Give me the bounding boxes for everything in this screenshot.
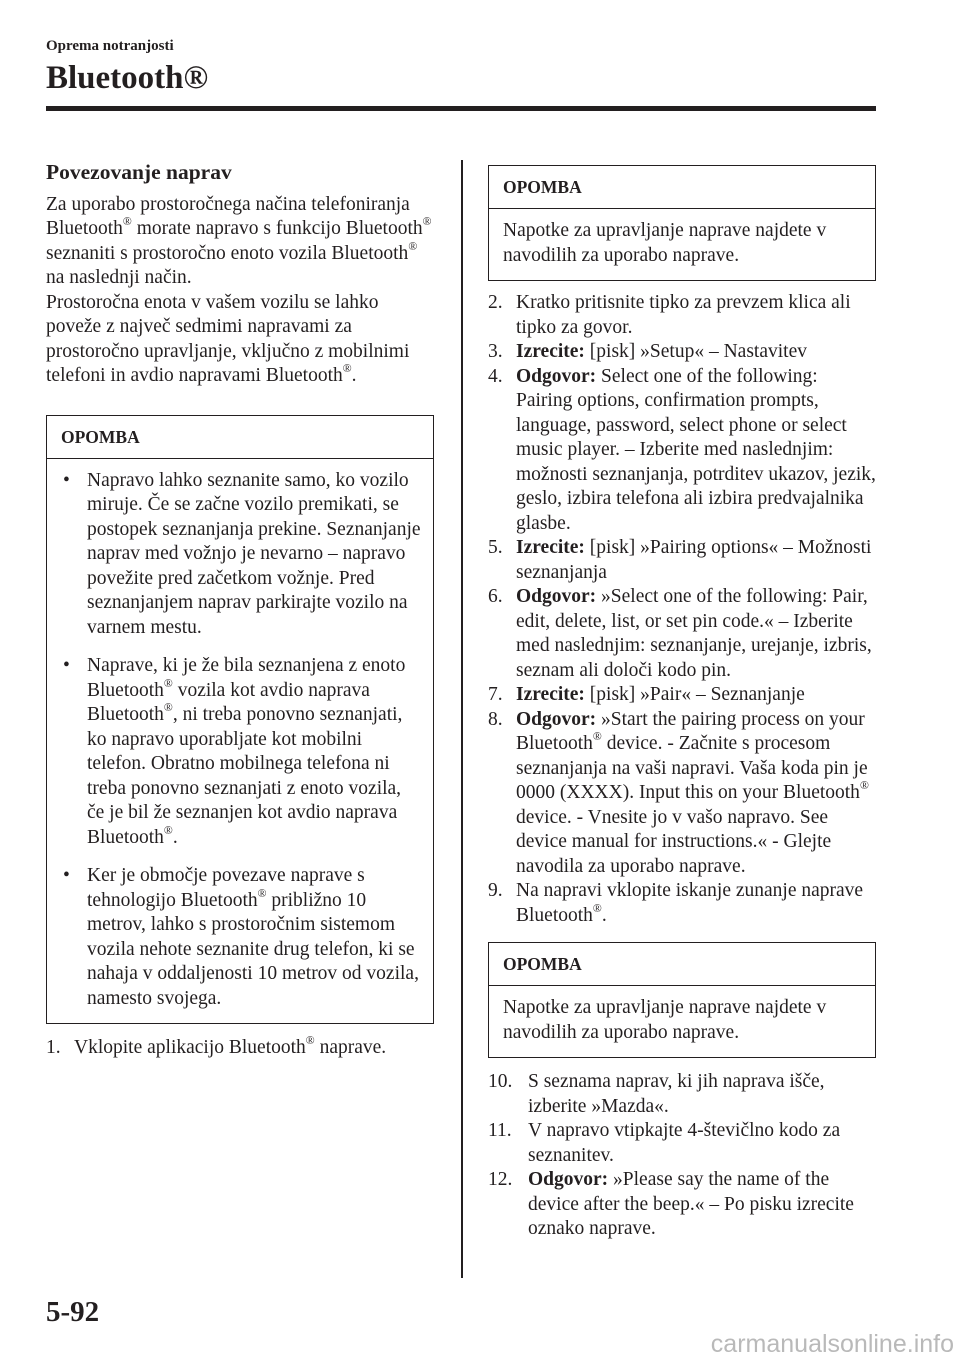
step-2: 2. Kratko pritisnite tipko za prevzem klica ali tipko za govor. [488, 292, 851, 338]
page-number: 5-92 [46, 1296, 100, 1328]
bullet-icon: • [63, 469, 70, 491]
note-bullet-2: • Naprave, ki je že bila seznanjena z enoto Bluetooth® vozila kot avdio naprava Bluetooth®, ni treba ponovno seznanjati, ko napravo uporabljate kot mobilni telefon. Obratno mobilnega telefona ni treba ponovno seznanjati z enoto vozila, če je bil že seznanjen kot avdio naprava Bluetooth®. [63, 655, 406, 848]
page-title: Bluetooth® [46, 60, 209, 96]
note-body [47, 459, 433, 1024]
note-label: OPOMBA [47, 416, 433, 459]
header-rule [46, 106, 876, 111]
note-body: Napotke za upravljanje naprave najdete v navodilih za uporabo naprave. [503, 220, 827, 266]
step-5: 5. Izrecite: [pisk] »Pairing options« – Možnosti seznanjanja [488, 537, 872, 583]
intro-paragraph-1: Za uporabo prostoročnega načina telefoniranja Bluetooth® morate napravo s funkcijo Bluetooth® seznaniti s prostoročno enoto vozila Bluetooth® na naslednji način. [46, 193, 432, 288]
watermark: carmanualsonline.info [710, 1330, 954, 1358]
note-box-right-1 [488, 165, 876, 281]
step-6: 6. Odgovor: »Select one of the following: Pair, edit, delete, list, or set pin code.« – Izberite med naslednjim: seznanjanje, urejanje, izbris, seznam ali določi kodo pin. [488, 586, 872, 681]
note-bullet-3: • Ker je območje povezave naprave s tehnologijo Bluetooth® približno 10 metrov, lahko s prostoročnim sistemom vozila nehote seznanite drug telefon, ki se nahaja v oddaljenosti 10 metrov od vozila, namesto svojega. [63, 865, 419, 1009]
step-12: 12. Odgovor: »Please say the name of the device after the beep.« – Po pisku izrecite oznako naprave. [488, 1169, 854, 1239]
section-label: Oprema notranjosti [46, 38, 174, 54]
step-8: 8. Odgovor: »Start the pairing process on your Bluetooth® device. - Začnite s procesom seznanjanja na vaši napravi. Vaša koda pin je 0000 (XXXX). Input this on your Bluetooth® device. - Vnesite jo v vašo napravo. See device manual for instructions.« - Glejte navodila za uporabo naprave. [488, 708, 869, 877]
step-1: 1. Vklopite aplikacijo Bluetooth® naprave. [46, 1034, 387, 1058]
step-3: 3. Izrecite: [pisk] »Setup« – Nastavitev [488, 341, 807, 362]
step-7: 7. Izrecite: [pisk] »Pair« – Seznanjanje [488, 684, 805, 705]
note-bullet-1: • Napravo lahko seznanite samo, ko vozilo miruje. Če se začne vozilo premikati, se postopek seznanjanja prekine. Seznanjanje naprav med vožnjo je nevarno – napravo povežite pred začetkom vožnje. Pred seznanjanjem naprav parkirajte vozilo na varnem mestu. [63, 469, 421, 638]
left-column [46, 160, 434, 1061]
steps-list-2 [488, 1070, 876, 1242]
note-label: OPOMBA [489, 943, 875, 986]
note-box-right-2 [488, 942, 876, 1058]
section-heading: Povezovanje naprav [46, 160, 232, 184]
column-divider [461, 160, 463, 1278]
step-4: 4. Odgovor: Select one of the following: Pairing options, confirmation prompts, language, password, select phone or select music player. – Izberite med naslednjim: možnosti seznanjanja, potrditev ukazov, jezik, geslo, izbira telefona ali izbira predvajalnika glasbe. [488, 365, 876, 534]
note-label: OPOMBA [489, 166, 875, 209]
note-body: Napotke za upravljanje naprave najdete v navodilih za uporabo naprave. [503, 997, 827, 1043]
intro-paragraph-2: Prostoročna enota v vašem vozilu se lahko poveže z največ sedmimi napravami za prostoročno upravljanje, vključno z mobilnimi telefoni in avdio napravami Bluetooth®. [46, 291, 410, 386]
note-box-left [46, 415, 434, 1025]
right-column [488, 165, 876, 1242]
step-9: 9. Na napravi vklopite iskanje zunanje naprave Bluetooth®. [488, 880, 864, 926]
bullet-icon: • [63, 655, 70, 676]
steps-list [488, 291, 876, 928]
step-11: 11. V napravo vtipkajte 4-števičlno kodo za seznanitev. [488, 1120, 841, 1166]
step-10: 10. S seznama naprav, ki jih naprava išče, izberite »Mazda«. [488, 1071, 825, 1117]
bullet-icon: • [63, 865, 70, 886]
